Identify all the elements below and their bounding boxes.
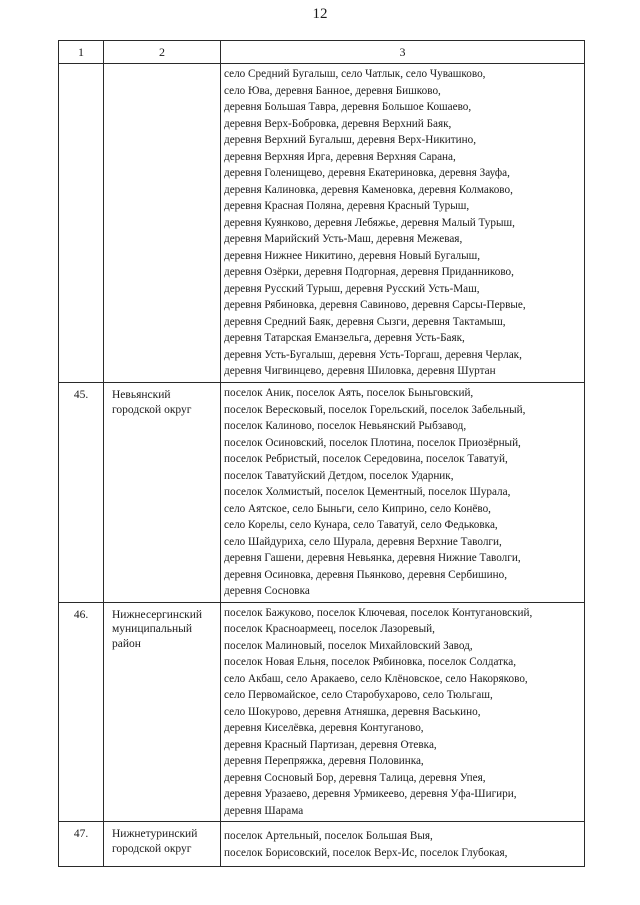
settlement-line: деревня Верх-Бобровка, деревня Верхний Баяк,	[224, 117, 452, 130]
settlement-line: деревня Сосновка	[224, 585, 310, 597]
table-row	[59, 602, 585, 822]
row-number-cell: 45.	[59, 383, 104, 603]
page-number: 12	[312, 6, 328, 22]
settlement-line: деревня Усть-Бугалыш, деревня Усть-Торгаш, деревня Черлак,	[224, 348, 522, 361]
settlement-line: деревня Верхний Бугалыш, деревня Верх-Никитино,	[224, 134, 477, 146]
settlement-line: деревня Киселёвка, деревня Контуганово,	[224, 722, 424, 734]
settlement-line: деревня Марийский Усть-Маш, деревня Межевая,	[224, 233, 463, 245]
settlement-line: поселок Аник, поселок Аять, поселок Быньговский,	[224, 387, 474, 399]
settlement-line: деревня Чигвинцево, деревня Шиловка, деревня Шуртан	[224, 365, 496, 377]
settlement-line: деревня Куянково, деревня Лебяжье, деревня Малый Турыш,	[224, 216, 515, 229]
table-row	[59, 383, 585, 603]
settlement-line: село Корелы, село Кунара, село Таватуй, село Федьковка,	[224, 519, 498, 531]
header-col-1: 1	[59, 41, 104, 64]
settlement-line: деревня Голенищево, деревня Екатериновка, деревня Зауфа,	[224, 167, 510, 179]
settlement-line: село Средний Бугалыш, село Чатлык, село Чувашково,	[224, 68, 486, 80]
settlement-line: поселок Борисовский, поселок Верх-Ис, поселок Глубокая,	[224, 846, 508, 859]
settlement-line: поселок Калиново, поселок Невьянский Рыбзавод,	[224, 420, 467, 432]
settlement-line: деревня Калиновка, деревня Каменовка, деревня Колмаково,	[224, 183, 513, 196]
settlement-line: деревня Шарама	[224, 804, 304, 817]
table-row	[59, 822, 585, 867]
settlement-line: поселок Таватуйский Детдом, поселок Ударник,	[224, 469, 454, 482]
settlement-line: село Шокурово, деревня Атняшка, деревня Васькино,	[224, 705, 481, 718]
settlement-line: поселок Артельный, поселок Большая Выя,	[224, 830, 433, 842]
settlement-line: деревня Большая Тавра, деревня Большое Кошаево,	[224, 101, 472, 113]
municipality-name-cell: Невьянский городской округ	[104, 383, 221, 603]
settlement-line: поселок Новая Ельня, поселок Рябиновка, поселок Солдатка,	[224, 656, 517, 668]
table-header-row	[59, 41, 585, 64]
settlement-line: деревня Красный Партизан, деревня Отевка,	[224, 738, 437, 751]
settlement-line: поселок Малиновый, поселок Михайловский Завод,	[224, 639, 473, 652]
settlement-line: деревня Красная Поляна, деревня Красный Турыш,	[224, 200, 470, 212]
settlement-line: поселок Ребристый, поселок Середовина, поселок Таватуй,	[224, 453, 508, 465]
settlement-line: деревня Гашени, деревня Невьянка, деревня Нижние Таволги,	[224, 552, 521, 564]
settlement-line: деревня Осиновка, деревня Пьянково, деревня Сербишино,	[224, 568, 507, 581]
settlements-cell	[221, 602, 585, 822]
settlement-line: село Юва, деревня Банное, деревня Бишково,	[224, 84, 441, 97]
table-row	[59, 64, 585, 383]
settlement-line: деревня Рябиновка, деревня Савиново, деревня Сарсы-Первые,	[224, 299, 526, 311]
settlements-cell	[221, 64, 585, 383]
settlement-line: поселок Холмистый, поселок Цементный, поселок Шурала,	[224, 486, 511, 498]
header-col-2: 2	[104, 41, 221, 64]
settlement-line: поселок Бажуково, поселок Ключевая, поселок Контугановский,	[224, 606, 533, 619]
settlement-line: деревня Средний Баяк, деревня Сызги, деревня Тактамыш,	[224, 315, 506, 328]
municipality-name-cell: Нижнесергинский муниципальный район	[104, 602, 221, 822]
settlement-line: село Шайдуриха, село Шурала, деревня Верхние Таволги,	[224, 535, 502, 548]
settlements-cell	[221, 383, 585, 603]
settlement-line: село Аятское, село Быньги, село Киприно, село Конёво,	[224, 502, 491, 515]
settlements-cell	[221, 822, 585, 867]
header-col-3: 3	[221, 41, 585, 64]
row-number-cell: 46.	[59, 602, 104, 822]
municipality-name-cell: Нижнетуринский городской округ	[104, 822, 221, 867]
settlement-line: поселок Осиновский, поселок Плотина, поселок Приозёрный,	[224, 436, 521, 449]
settlement-line: деревня Нижнее Никитино, деревня Новый Бугалыш,	[224, 249, 481, 262]
municipality-name-cell	[104, 64, 221, 383]
settlement-line: деревня Русский Турыш, деревня Русский Усть-Маш,	[224, 282, 480, 295]
row-number-cell	[59, 64, 104, 383]
settlement-line: деревня Перепряжка, деревня Половинка,	[224, 755, 424, 767]
settlement-line: село Акбаш, село Аракаево, село Клёновское, село Накоряково,	[224, 672, 528, 685]
settlement-line: деревня Сосновый Бор, деревня Талица, деревня Упея,	[224, 771, 486, 784]
settlement-line: деревня Уразаево, деревня Урмикеево, деревня Уфа-Шигири,	[224, 788, 517, 800]
settlement-line: деревня Озёрки, деревня Подгорная, деревня Приданниково,	[224, 266, 514, 278]
settlement-line: поселок Вересковый, поселок Горельский, поселок Забельный,	[224, 403, 526, 416]
settlement-line: деревня Верхняя Ирга, деревня Верхняя Сарана,	[224, 150, 456, 163]
settlement-line: поселок Красноармеец, поселок Лазоревый,	[224, 623, 435, 635]
settlement-line: село Первомайское, село Старобухарово, село Тюльгаш,	[224, 689, 493, 701]
settlements-table	[58, 40, 585, 867]
settlement-line: деревня Татарская Еманзельга, деревня Усть-Баяк,	[224, 332, 465, 344]
row-number-cell: 47.	[59, 822, 104, 867]
